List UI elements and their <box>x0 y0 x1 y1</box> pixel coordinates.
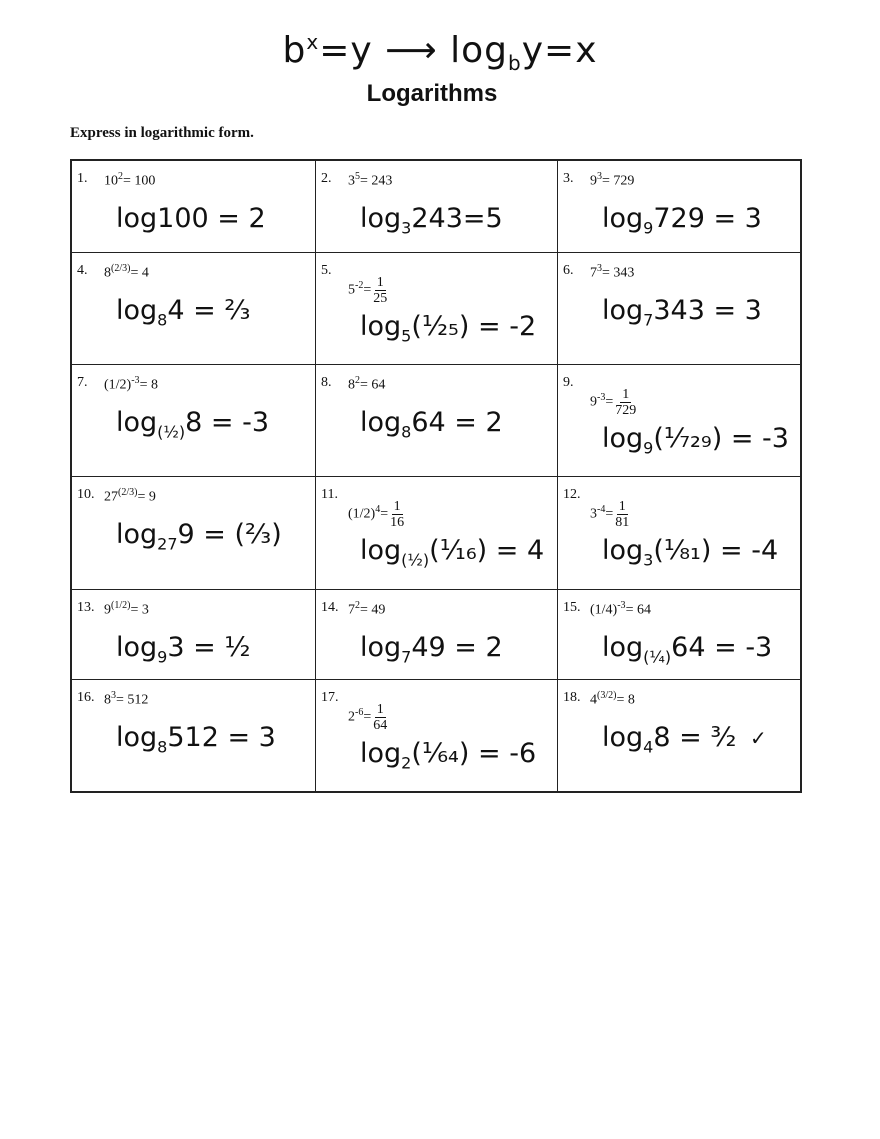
handwritten-answer: $\log_7343 = 3$ <box>602 295 762 330</box>
problem-cell <box>316 365 558 477</box>
problem-cell <box>558 365 800 477</box>
check-mark-icon: ✓ <box>750 726 767 750</box>
exponential-equation: $9^{(1/2)}= 3$ <box>104 600 149 618</box>
fraction: $\frac{1}{25}$ <box>373 275 388 306</box>
problem-cell <box>72 161 316 253</box>
problem-number: 1. <box>77 171 88 186</box>
problem-cell <box>72 477 316 590</box>
problem-number: 15. <box>563 600 581 615</box>
handwritten-answer: $\log_{27}9$ = (²⁄₃) <box>116 519 282 554</box>
exponential-equation: $2^{-6}=$ $\frac{1}{64}$ <box>348 702 388 733</box>
problem-cell <box>316 253 558 365</box>
problem-cell <box>72 253 316 365</box>
exponential-equation: $5^{-2}=$ $\frac{1}{25}$ <box>348 275 388 306</box>
problem-number: 13. <box>77 600 95 615</box>
exponential-equation: $4^{(3/2)}= 8$ <box>590 690 635 708</box>
fraction: $\frac{1}{729}$ <box>615 387 637 418</box>
handwritten-answer: $\log_3(^1⁄_{81}) = -4$ <box>602 535 779 570</box>
instructions: Express in logarithmic form. <box>70 125 254 141</box>
problem-number: 14. <box>321 600 339 615</box>
handwritten-answer: $\log_9(^1⁄_{729}) = -3$ <box>602 423 789 458</box>
problem-cell <box>558 477 800 590</box>
problem-number: 2. <box>321 171 332 186</box>
problem-number: 11. <box>321 487 338 502</box>
problem-cell <box>72 365 316 477</box>
problem-number: 3. <box>563 171 574 186</box>
handwritten-answer: $\log_{(\frac{1}{2})}8 = -3$ <box>116 407 270 442</box>
exponential-equation: $9^{-3}=$ $\frac{1}{729}$ <box>590 387 637 418</box>
problem-cell <box>558 590 800 680</box>
problem-number: 16. <box>77 690 95 705</box>
problem-cell <box>558 680 800 793</box>
exponential-equation: $7^3= 343$ <box>590 263 635 281</box>
handwritten-answer: $\log_864 = 2$ <box>360 407 503 442</box>
exponential-equation: $8^2= 64$ <box>348 375 386 393</box>
handwritten-answer: $\log_749 = 2$ <box>360 632 503 667</box>
handwritten-answer: $\log_93$ = ½ <box>116 632 251 667</box>
exponential-equation: $(1/4)^{-3}= 64$ <box>590 600 651 618</box>
problem-number: 5. <box>321 263 332 278</box>
problem-number: 7. <box>77 375 88 390</box>
exponential-equation: $7^2= 49$ <box>348 600 386 618</box>
exponential-equation: $27^{(2/3)}= 9$ <box>104 487 156 505</box>
exponential-equation: $(1/2)^4=$ $\frac{1}{16}$ <box>348 499 405 530</box>
problem-number: 17. <box>321 690 339 705</box>
handwritten-answer: $\log_8512 = 3$ <box>116 722 276 757</box>
problem-number: 10. <box>77 487 95 502</box>
problem-number: 6. <box>563 263 574 278</box>
problem-cell <box>72 590 316 680</box>
conversion-formula: $b^x=y$ ⟶ $\log_by=x$ <box>282 30 598 76</box>
handwritten-answer: $\log_2(^1⁄_{64}) = -6$ <box>360 738 537 773</box>
handwritten-answer: $\log_5(^1⁄_{25}) = -2$ <box>360 311 537 346</box>
problem-cell <box>316 161 558 253</box>
exponential-equation: $8^{(2/3)}= 4$ <box>104 263 149 281</box>
handwritten-answer: $\log_48$ = ³⁄₂ ✓ <box>602 722 767 757</box>
handwritten-answer: $\log_84$ = ²⁄₃ <box>116 295 251 330</box>
problem-grid <box>70 159 802 793</box>
handwritten-answer: log100 = 2 <box>116 203 266 234</box>
fraction: $\frac{1}{81}$ <box>615 499 630 530</box>
problem-cell <box>558 161 800 253</box>
problem-cell <box>316 477 558 590</box>
problem-cell <box>72 680 316 793</box>
fraction: $\frac{1}{64}$ <box>373 702 388 733</box>
exponential-equation: $10^2= 100$ <box>104 171 156 189</box>
exponential-equation: $3^{-4}=$ $\frac{1}{81}$ <box>590 499 630 530</box>
problem-cell <box>316 680 558 793</box>
exponential-equation: $3^5= 243$ <box>348 171 393 189</box>
problem-number: 12. <box>563 487 581 502</box>
exponential-equation: $(1/2)^{-3}= 8$ <box>104 375 158 393</box>
problem-number: 9. <box>563 375 574 390</box>
problem-number: 18. <box>563 690 581 705</box>
handwritten-answer: $\log_{(\frac{1}{2})}(^1⁄_{16}) = 4$ <box>360 535 545 570</box>
problem-number: 4. <box>77 263 88 278</box>
problem-cell <box>558 253 800 365</box>
problem-number: 8. <box>321 375 332 390</box>
handwritten-answer: $\log_{(\frac{1}{4})}64 = -3$ <box>602 632 773 667</box>
handwritten-answer: $\log_3243=5$ <box>360 203 503 238</box>
fraction: $\frac{1}{16}$ <box>390 499 405 530</box>
handwritten-answer: $\log_9729 = 3$ <box>602 203 762 238</box>
problem-cell <box>316 590 558 680</box>
exponential-equation: $9^3= 729$ <box>590 171 635 189</box>
page-title: Logarithms <box>366 80 498 107</box>
exponential-equation: $8^3= 512$ <box>104 690 149 708</box>
